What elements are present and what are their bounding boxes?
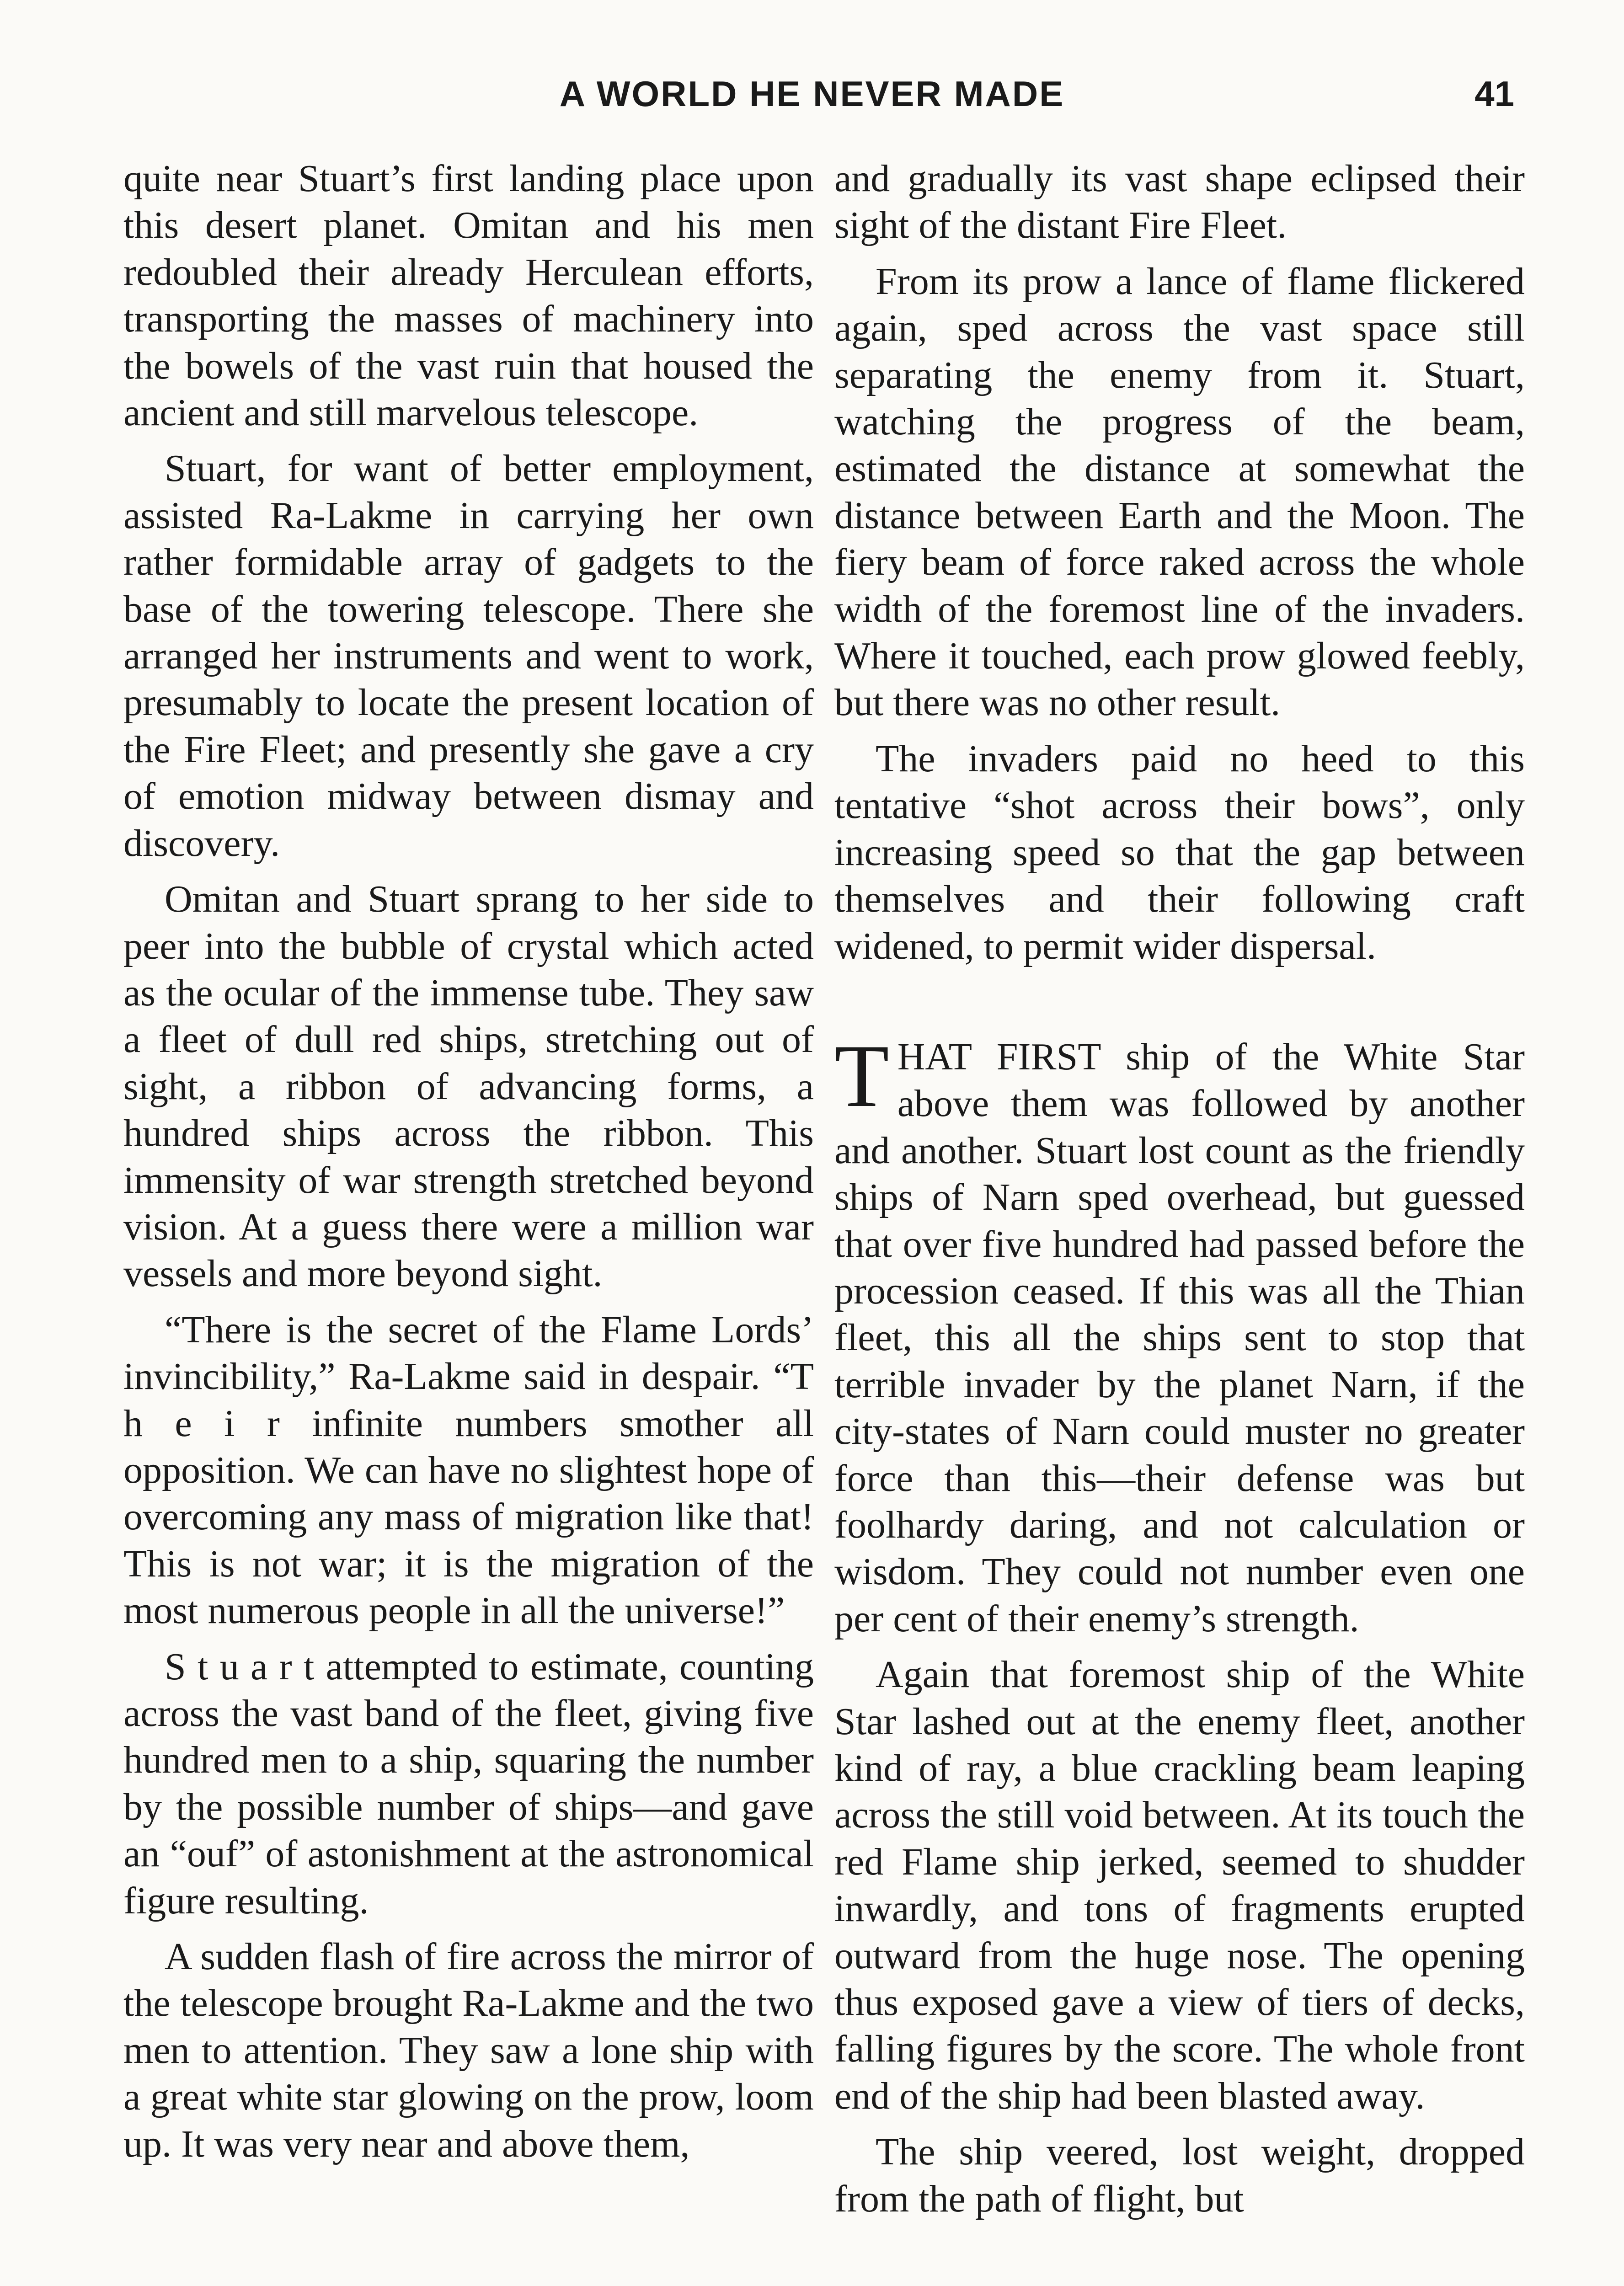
section-opening-text: HAT FIRST ship of the White Star above them was followed by another and another. Stuart lost count as the friendly ships of Narn sped overhead, but guessed that over five hundred had passed before the procession ceased. If this was all the Thian fleet, this all the ships sent to stop that terrible invader by the planet Narn, if the city-states of Narn could muster no greater force than this—their defense was but foolhardy daring, and not calculation or wisdom. They could not number even one per cent of their enemy’s strength. bbox=[834, 1035, 1525, 1640]
paragraph: and gradually its vast shape eclipsed their sight of the distant Fire Fleet. bbox=[834, 157, 1525, 247]
page-number: 41 bbox=[1474, 74, 1514, 114]
paragraph: The invaders paid no heed to this tentative “shot across their bows”, only increasing speed so that the gap between themselves and their following craft widened, to permit wider dispersal. bbox=[834, 737, 1525, 967]
left-column bbox=[123, 155, 814, 2177]
running-title: A WORLD HE NEVER MADE bbox=[559, 74, 1065, 114]
paragraph: Stuart, for want of better employment, assisted Ra-Lakme in carrying her own rather formidable array of gadgets to the base of the towering telescope. There she arranged her instruments and went to work, presumably to locate the present location of the Fire Fleet; and presently she gave a cry of emotion midway between dismay and discovery. bbox=[123, 447, 814, 865]
section-opening-paragraph bbox=[834, 1026, 1525, 1642]
paragraph: “There is the secret of the Flame Lords’ invincibility,” Ra-Lakme said in despair. “T h e i r infinite numbers smother all opposition. We can have no slightest hope of overcoming any mass of migration like that! This is not war; it is the migration of the most numerous people in all the universe!” bbox=[123, 1308, 814, 1632]
paragraph: S t u a r t attempted to estimate, counting across the vast band of the fleet, giving five hundred men to a ship, squaring the number by the possible number of ships—and gave an “ouf” of astonishment at the astronomical figure resulting. bbox=[123, 1645, 814, 1922]
right-column bbox=[834, 155, 1525, 2232]
paragraph: Omitan and Stuart sprang to her side to peer into the bubble of crystal which acted as the ocular of the immense tube. They saw a fleet of dull red ships, stretching out of sight, a ribbon of advancing forms, a hundred ships across the ribbon. This immensity of war strength stretched beyond vision. At a guess there were a million war vessels and more beyond sight. bbox=[123, 878, 814, 1295]
paragraph: Again that foremost ship of the White Star lashed out at the enemy fleet, another kind of ray, a blue crackling beam leaping across the still void between. At its touch the red Flame ship jerked, seemed to shudder inwardly, and tons of fragments erupted outward from the huge nose. The opening thus exposed gave a view of tiers of decks, falling figures by the score. The whole front end of the ship had been blasted away. bbox=[834, 1653, 1525, 2117]
running-header bbox=[0, 69, 1624, 123]
paragraph: The ship veered, lost weight, dropped from the path of flight, but bbox=[834, 2131, 1525, 2220]
paragraph: A sudden flash of fire across the mirror of the telescope brought Ra-Lakme and the two men to attention. They saw a lone ship with a great white star glowing on the prow, loom up. It was very near and above them, bbox=[123, 1935, 814, 2165]
paragraph: From its prow a lance of flame flickered again, sped across the vast space still separating the enemy from it. Stuart, watching the progress of the beam, estimated the distance at somewhat the distance between Earth and the Moon. The fiery beam of force raked across the whole width of the foremost line of the invaders. Where it touched, each prow glowed feebly, but there was no other result. bbox=[834, 260, 1525, 724]
drop-cap: T bbox=[834, 1026, 889, 1126]
paragraph: quite near Stuart’s first landing place upon this desert planet. Omitan and his men redoubled their already Herculean efforts, transporting the masses of machinery into the bowels of the vast ruin that housed the ancient and still marvelous telescope. bbox=[123, 157, 814, 434]
